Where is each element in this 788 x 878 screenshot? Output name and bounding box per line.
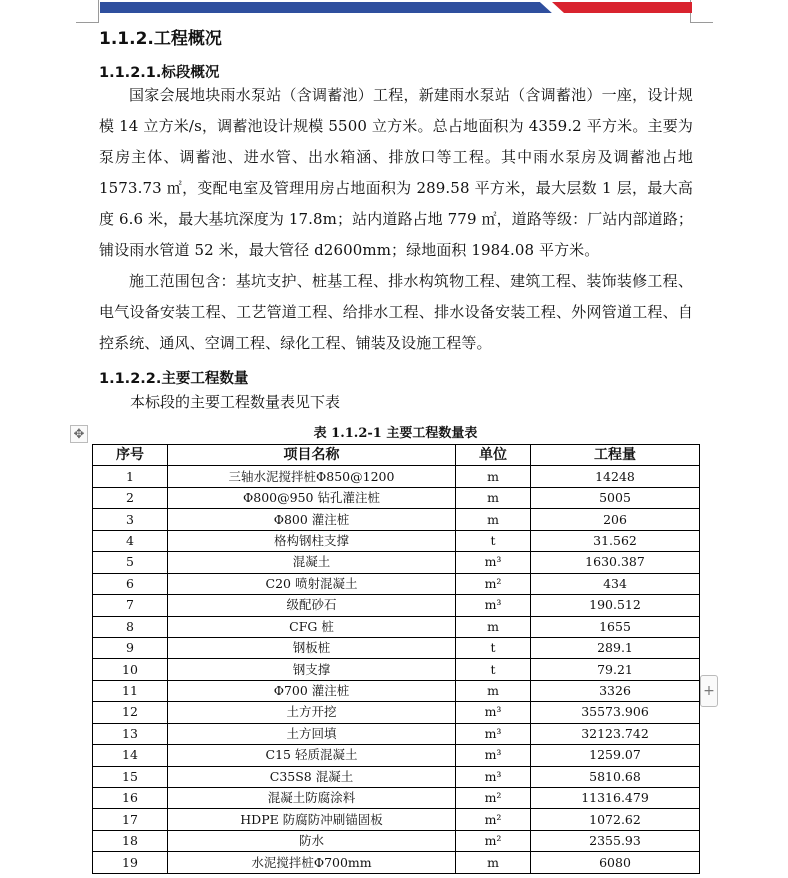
cell-unit: m³ [456,595,531,616]
plus-icon[interactable]: + [700,675,718,707]
cell-item-name: Φ800@950 钻孔灌注桩 [168,487,456,508]
cell-item-name: C35S8 混凝土 [168,766,456,787]
paragraph-scope: 施工范围包含：基坑支护、桩基工程、排水构筑物工程、建筑工程、装饰装修工程、电气设备安装工程、工艺管道工程、给排水工程、排水设备安装工程、外网管道工程、自控系统、通风、空调工程、绿化工程、铺装及设施工程等。 [99,272,693,352]
subsection-title-quantities: 1.1.2.2.主要工程数量 [99,371,249,387]
cell-unit: m³ [456,766,531,787]
table-row [93,766,700,787]
cell-quantity: 1655 [531,616,700,637]
cell-item-name: 土方开挖 [168,702,456,723]
cell-item-name: HDPE 防腐防冲刷锚固板 [168,809,456,830]
cell-quantity: 31.562 [531,530,700,551]
table-row [93,466,700,487]
cell-item-name: 防水 [168,830,456,851]
header-quantity: 工程量 [531,445,700,466]
table-row [93,595,700,616]
cell-item-name: 混凝土 [168,552,456,573]
cell-index: 3 [93,509,168,530]
table-row [93,680,700,701]
cell-unit: m² [456,573,531,594]
cell-index: 19 [93,852,168,873]
quantity-table [92,444,700,874]
table-row [93,616,700,637]
table-header-row [93,445,700,466]
cell-unit: m³ [456,745,531,766]
cell-quantity: 32123.742 [531,723,700,744]
header-item-name: 项目名称 [168,445,456,466]
cell-item-name: C15 轻质混凝土 [168,745,456,766]
page-corner-top-right [690,0,713,23]
cell-index: 11 [93,680,168,701]
header-decoration-bar [100,2,692,13]
cell-index: 12 [93,702,168,723]
table-row [93,637,700,658]
header-blue-stripe [100,2,552,13]
table-row [93,723,700,744]
cell-quantity: 35573.906 [531,702,700,723]
cell-quantity: 1259.07 [531,745,700,766]
cell-unit: t [456,637,531,658]
cell-unit: t [456,530,531,551]
table-row [93,745,700,766]
cell-quantity: 14248 [531,466,700,487]
cell-quantity: 434 [531,573,700,594]
cell-unit: m [456,487,531,508]
cell-quantity: 79.21 [531,659,700,680]
cell-index: 10 [93,659,168,680]
cell-index: 7 [93,595,168,616]
table-row [93,552,700,573]
cell-quantity: 206 [531,509,700,530]
table-intro-text: 本标段的主要工程数量表见下表 [130,393,341,411]
cell-unit: m² [456,788,531,809]
cell-item-name: Φ700 灌注桩 [168,680,456,701]
move-arrows-icon[interactable]: ✥ [70,425,88,443]
table-caption: 表 1.1.2-1 主要工程数量表 [313,426,478,441]
cell-quantity: 2355.93 [531,830,700,851]
table-row [93,788,700,809]
cell-index: 6 [93,573,168,594]
cell-index: 15 [93,766,168,787]
cell-unit: m² [456,809,531,830]
table-row [93,809,700,830]
cell-item-name: 格构钢柱支撑 [168,530,456,551]
cell-index: 5 [93,552,168,573]
cell-item-name: 混凝土防腐涂料 [168,788,456,809]
cell-unit: m³ [456,723,531,744]
table-row [93,659,700,680]
table-row [93,487,700,508]
page-corner-top-left [76,0,99,23]
cell-unit: m [456,466,531,487]
cell-unit: m³ [456,552,531,573]
cell-index: 14 [93,745,168,766]
cell-item-name: CFG 桩 [168,616,456,637]
table-row [93,573,700,594]
table-row [93,830,700,851]
cell-index: 13 [93,723,168,744]
cell-unit: m³ [456,702,531,723]
cell-quantity: 3326 [531,680,700,701]
cell-index: 8 [93,616,168,637]
cell-unit: m [456,509,531,530]
cell-index: 17 [93,809,168,830]
table-row [93,509,700,530]
cell-index: 9 [93,637,168,658]
header-unit: 单位 [456,445,531,466]
table-row [93,530,700,551]
cell-index: 18 [93,830,168,851]
cell-quantity: 1072.62 [531,809,700,830]
cell-quantity: 190.512 [531,595,700,616]
cell-quantity: 5810.68 [531,766,700,787]
cell-item-name: 三轴水泥搅拌桩Φ850@1200 [168,466,456,487]
cell-unit: m² [456,830,531,851]
cell-unit: t [456,659,531,680]
cell-index: 1 [93,466,168,487]
cell-item-name: C20 喷射混凝土 [168,573,456,594]
cell-quantity: 5005 [531,487,700,508]
cell-item-name: 钢板桩 [168,637,456,658]
cell-quantity: 11316.479 [531,788,700,809]
header-index: 序号 [93,445,168,466]
cell-item-name: 级配砂石 [168,595,456,616]
cell-item-name: 土方回填 [168,723,456,744]
cell-index: 16 [93,788,168,809]
cell-item-name: Φ800 灌注桩 [168,509,456,530]
cell-unit: m [456,852,531,873]
section-title: 1.1.2.工程概况 [99,29,222,49]
cell-quantity: 6080 [531,852,700,873]
cell-item-name: 钢支撑 [168,659,456,680]
cell-unit: m [456,616,531,637]
header-red-stripe [552,2,692,13]
cell-index: 4 [93,530,168,551]
paragraph-overview: 国家会展地块雨水泵站（含调蓄池）工程，新建雨水泵站（含调蓄池）一座，设计规模 14 立方米/s，调蓄池设计规模 5500 立方米。总占地面积为 4359.2 平方米。主要为泵房主体、调蓄池、进水管、出水箱涵、排放口等工程。其中雨水泵房及调蓄池占地 1573.73 ㎡，变配电室及管理用房占地面积为 289.58 平方米，最大层数 1 层，最大高度 6.6 米，最大基坑深度为 17.8m；站内道路占地 779 ㎡，道路等级：厂站内部道路；铺设雨水管道 52 米，最大管径 d2600mm；绿地面积 1984.08 平方米。 [99,86,693,259]
table-row [93,702,700,723]
cell-unit: m [456,680,531,701]
cell-index: 2 [93,487,168,508]
table-row [93,852,700,873]
subsection-title-overview: 1.1.2.1.标段概况 [99,65,220,81]
cell-quantity: 1630.387 [531,552,700,573]
cell-quantity: 289.1 [531,637,700,658]
cell-item-name: 水泥搅拌桩Φ700mm [168,852,456,873]
